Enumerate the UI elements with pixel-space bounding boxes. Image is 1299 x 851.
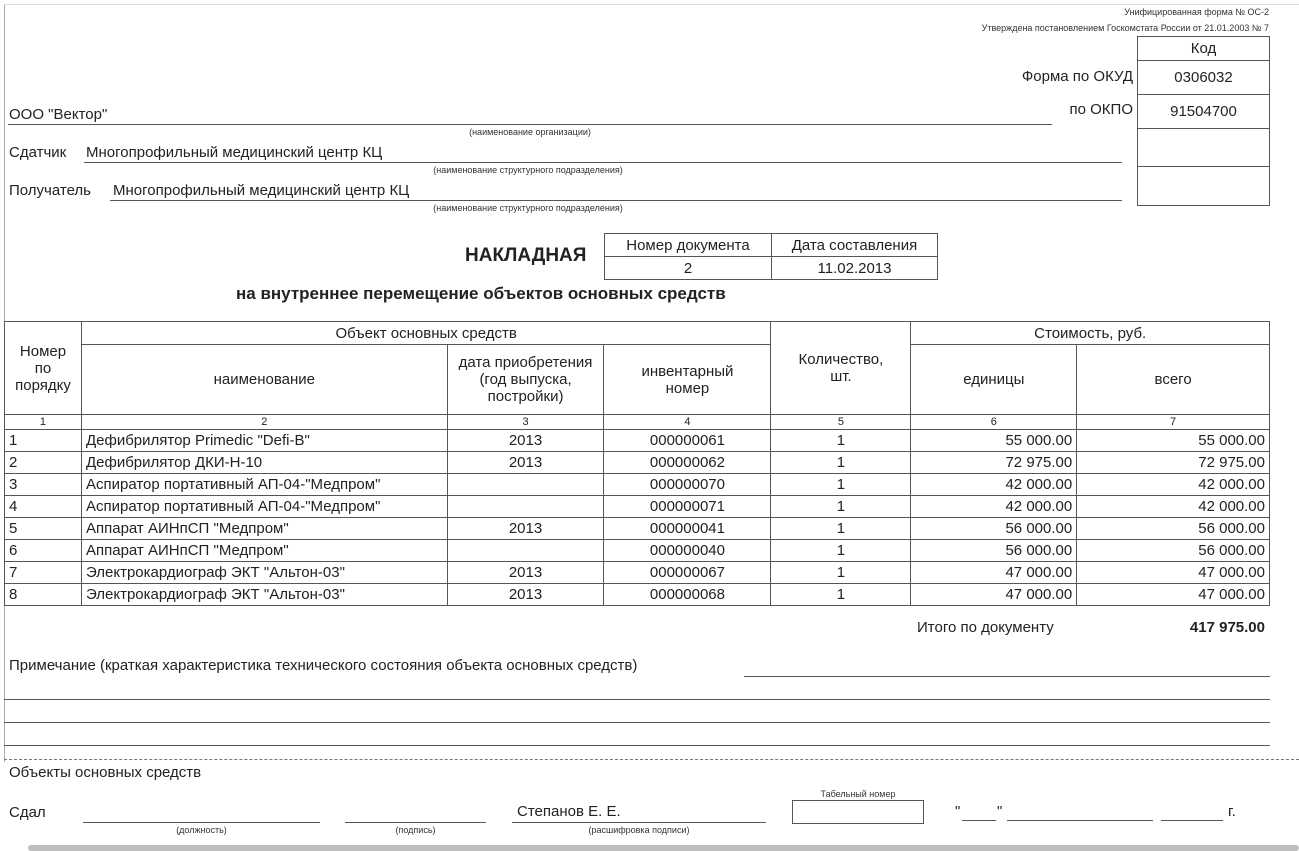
header-name: наименование (81, 345, 447, 415)
row-quantity[interactable]: 1 (771, 562, 911, 584)
row-unit-cost[interactable]: 72 975.00 (911, 452, 1077, 474)
position-line[interactable] (83, 822, 320, 823)
horizontal-scrollbar[interactable] (28, 845, 1299, 851)
row-number[interactable]: 2 (5, 452, 82, 474)
col-number: 5 (771, 415, 911, 430)
date-year-suffix: г. (1228, 803, 1236, 820)
doc-subtitle: на внутреннее перемещение объектов основных средств (236, 284, 726, 303)
row-inventory-number[interactable]: 000000070 (604, 474, 771, 496)
row-year[interactable] (447, 540, 604, 562)
row-name[interactable]: Аппарат АИНпСП "Медпром" (81, 518, 447, 540)
row-name[interactable]: Электрокардиограф ЭКТ "Альтон-03" (81, 584, 447, 606)
row-year[interactable]: 2013 (447, 430, 604, 452)
col-number: 7 (1077, 415, 1270, 430)
org-caption: (наименование организации) (469, 127, 591, 137)
page-top-border (4, 4, 1299, 5)
code-table (1137, 36, 1270, 206)
row-name[interactable]: Дефибрилятор Primedic "Defi-B" (81, 430, 447, 452)
col-number: 2 (81, 415, 447, 430)
row-quantity[interactable]: 1 (771, 474, 911, 496)
row-unit-cost[interactable]: 56 000.00 (911, 518, 1077, 540)
position-caption: (должность) (176, 825, 227, 835)
form-approved-line: Утверждена постановлением Госкомстата России от 21.01.2003 № 7 (981, 23, 1269, 33)
header-acq-date: дата приобретения (год выпуска, постройки) (447, 345, 604, 415)
header-object-group: Объект основных средств (81, 322, 770, 345)
row-year[interactable]: 2013 (447, 562, 604, 584)
sender-value[interactable]: Многопрофильный медицинский центр КЦ (86, 144, 383, 161)
row-name[interactable]: Электрокардиограф ЭКТ "Альтон-03" (81, 562, 447, 584)
row-quantity[interactable]: 1 (771, 518, 911, 540)
org-line (8, 124, 1052, 125)
okpo-label: по ОКПО (1069, 101, 1133, 118)
date-quote-close: " (997, 803, 1003, 820)
sender-caption: (наименование структурного подразделения) (433, 165, 623, 175)
row-total-cost[interactable]: 56 000.00 (1077, 540, 1270, 562)
header-total: всего (1077, 345, 1270, 415)
row-total-cost[interactable]: 42 000.00 (1077, 496, 1270, 518)
row-unit-cost[interactable]: 47 000.00 (911, 584, 1077, 606)
code-header: Код (1138, 37, 1270, 61)
row-inventory-number[interactable]: 000000040 (604, 540, 771, 562)
doc-number-label: Номер документа (605, 234, 772, 257)
note-line-4[interactable] (4, 745, 1270, 746)
row-total-cost[interactable]: 42 000.00 (1077, 474, 1270, 496)
table-row[interactable] (5, 540, 1270, 562)
date-quote-open: " (955, 803, 961, 820)
total-label: Итого по документу (917, 619, 1054, 636)
row-total-cost[interactable]: 47 000.00 (1077, 584, 1270, 606)
signatures-section-label: Объекты основных средств (9, 764, 202, 781)
row-number[interactable]: 3 (5, 474, 82, 496)
row-quantity[interactable]: 1 (771, 496, 911, 518)
note-line-1[interactable] (744, 676, 1270, 677)
table-row[interactable] (5, 496, 1270, 518)
header-cost-group: Стоимость, руб. (911, 322, 1270, 345)
row-inventory-number[interactable]: 000000041 (604, 518, 771, 540)
section-divider (4, 759, 1299, 760)
row-name[interactable]: Аппарат АИНпСП "Медпром" (81, 540, 447, 562)
row-year[interactable]: 2013 (447, 518, 604, 540)
row-unit-cost[interactable]: 47 000.00 (911, 562, 1077, 584)
receiver-label: Получатель (9, 182, 91, 199)
code-empty-2[interactable] (1138, 167, 1270, 206)
total-value: 417 975.00 (1189, 619, 1265, 636)
table-row[interactable] (5, 562, 1270, 584)
doc-number-value[interactable]: 2 (605, 257, 772, 280)
row-unit-cost[interactable]: 55 000.00 (911, 430, 1077, 452)
okpo-value[interactable]: 91504700 (1138, 95, 1270, 129)
row-quantity[interactable]: 1 (771, 430, 911, 452)
table-row[interactable] (5, 430, 1270, 452)
receiver-value[interactable]: Многопрофильный медицинский центр КЦ (113, 182, 410, 199)
row-name[interactable]: Дефибрилятор ДКИ-Н-10 (81, 452, 447, 474)
assets-table (4, 321, 1270, 606)
row-number[interactable]: 1 (5, 430, 82, 452)
table-row[interactable] (5, 584, 1270, 606)
tab-number-box[interactable] (792, 800, 924, 824)
row-quantity[interactable]: 1 (771, 452, 911, 474)
okud-label: Форма по ОКУД (1021, 68, 1133, 85)
date-day-line[interactable] (962, 820, 996, 821)
row-total-cost[interactable]: 72 975.00 (1077, 452, 1270, 474)
row-quantity[interactable]: 1 (771, 584, 911, 606)
doc-date-value[interactable]: 11.02.2013 (772, 257, 938, 280)
row-year[interactable]: 2013 (447, 584, 604, 606)
decode-line (512, 822, 766, 823)
signature-line[interactable] (345, 822, 486, 823)
col-number: 3 (447, 415, 604, 430)
row-inventory-number[interactable]: 000000067 (604, 562, 771, 584)
row-year[interactable] (447, 474, 604, 496)
row-quantity[interactable]: 1 (771, 540, 911, 562)
row-total-cost[interactable]: 55 000.00 (1077, 430, 1270, 452)
row-number[interactable]: 7 (5, 562, 82, 584)
decode-caption: (расшифровка подписи) (588, 825, 690, 835)
org-name[interactable]: ООО "Вектор" (9, 106, 108, 123)
okud-value[interactable]: 0306032 (1138, 61, 1270, 95)
sender-line (84, 162, 1122, 163)
receiver-caption: (наименование структурного подразделения) (433, 203, 623, 213)
row-name[interactable]: Аспиратор портативный АП-04-"Медпром" (81, 496, 447, 518)
row-inventory-number[interactable]: 000000062 (604, 452, 771, 474)
row-number[interactable]: 8 (5, 584, 82, 606)
date-year-line[interactable] (1161, 820, 1223, 821)
header-qty: Количество, шт. (771, 322, 911, 415)
row-total-cost[interactable]: 56 000.00 (1077, 518, 1270, 540)
row-number[interactable]: 5 (5, 518, 82, 540)
header-inv: инвентарный номер (604, 345, 771, 415)
header-unit: единицы (911, 345, 1077, 415)
tab-number-label: Табельный номер (820, 789, 896, 799)
row-number[interactable]: 6 (5, 540, 82, 562)
row-number[interactable]: 4 (5, 496, 82, 518)
row-inventory-number[interactable]: 000000068 (604, 584, 771, 606)
sender-label: Сдатчик (9, 144, 67, 161)
note-label: Примечание (краткая характеристика технического состояния объекта основных средств) (9, 657, 638, 674)
column-number-row (5, 415, 1270, 430)
row-total-cost[interactable]: 47 000.00 (1077, 562, 1270, 584)
code-empty-1[interactable] (1138, 129, 1270, 167)
table-row[interactable] (5, 518, 1270, 540)
row-unit-cost[interactable]: 56 000.00 (911, 540, 1077, 562)
header-seq: Номер по порядку (5, 322, 82, 415)
gave-label: Сдал (9, 804, 46, 821)
table-row[interactable] (5, 452, 1270, 474)
row-name[interactable]: Аспиратор портативный АП-04-"Медпром" (81, 474, 447, 496)
row-year[interactable] (447, 496, 604, 518)
col-number: 6 (911, 415, 1077, 430)
receiver-line (110, 200, 1122, 201)
row-year[interactable]: 2013 (447, 452, 604, 474)
row-unit-cost[interactable]: 42 000.00 (911, 496, 1077, 518)
row-inventory-number[interactable]: 000000061 (604, 430, 771, 452)
signature-caption: (подпись) (395, 825, 436, 835)
row-unit-cost[interactable]: 42 000.00 (911, 474, 1077, 496)
doc-title: НАКЛАДНАЯ (465, 245, 587, 266)
doc-info-table (604, 233, 938, 280)
doc-date-label: Дата составления (772, 234, 938, 257)
date-month-line[interactable] (1007, 820, 1153, 821)
note-line-2[interactable] (4, 699, 1270, 700)
row-inventory-number[interactable]: 000000071 (604, 496, 771, 518)
note-line-3[interactable] (4, 722, 1270, 723)
form-unified-line: Унифицированная форма № ОС-2 (1124, 7, 1269, 17)
col-number: 4 (604, 415, 771, 430)
col-number: 1 (5, 415, 82, 430)
signer-name[interactable]: Степанов Е. Е. (517, 803, 621, 820)
table-row[interactable] (5, 474, 1270, 496)
